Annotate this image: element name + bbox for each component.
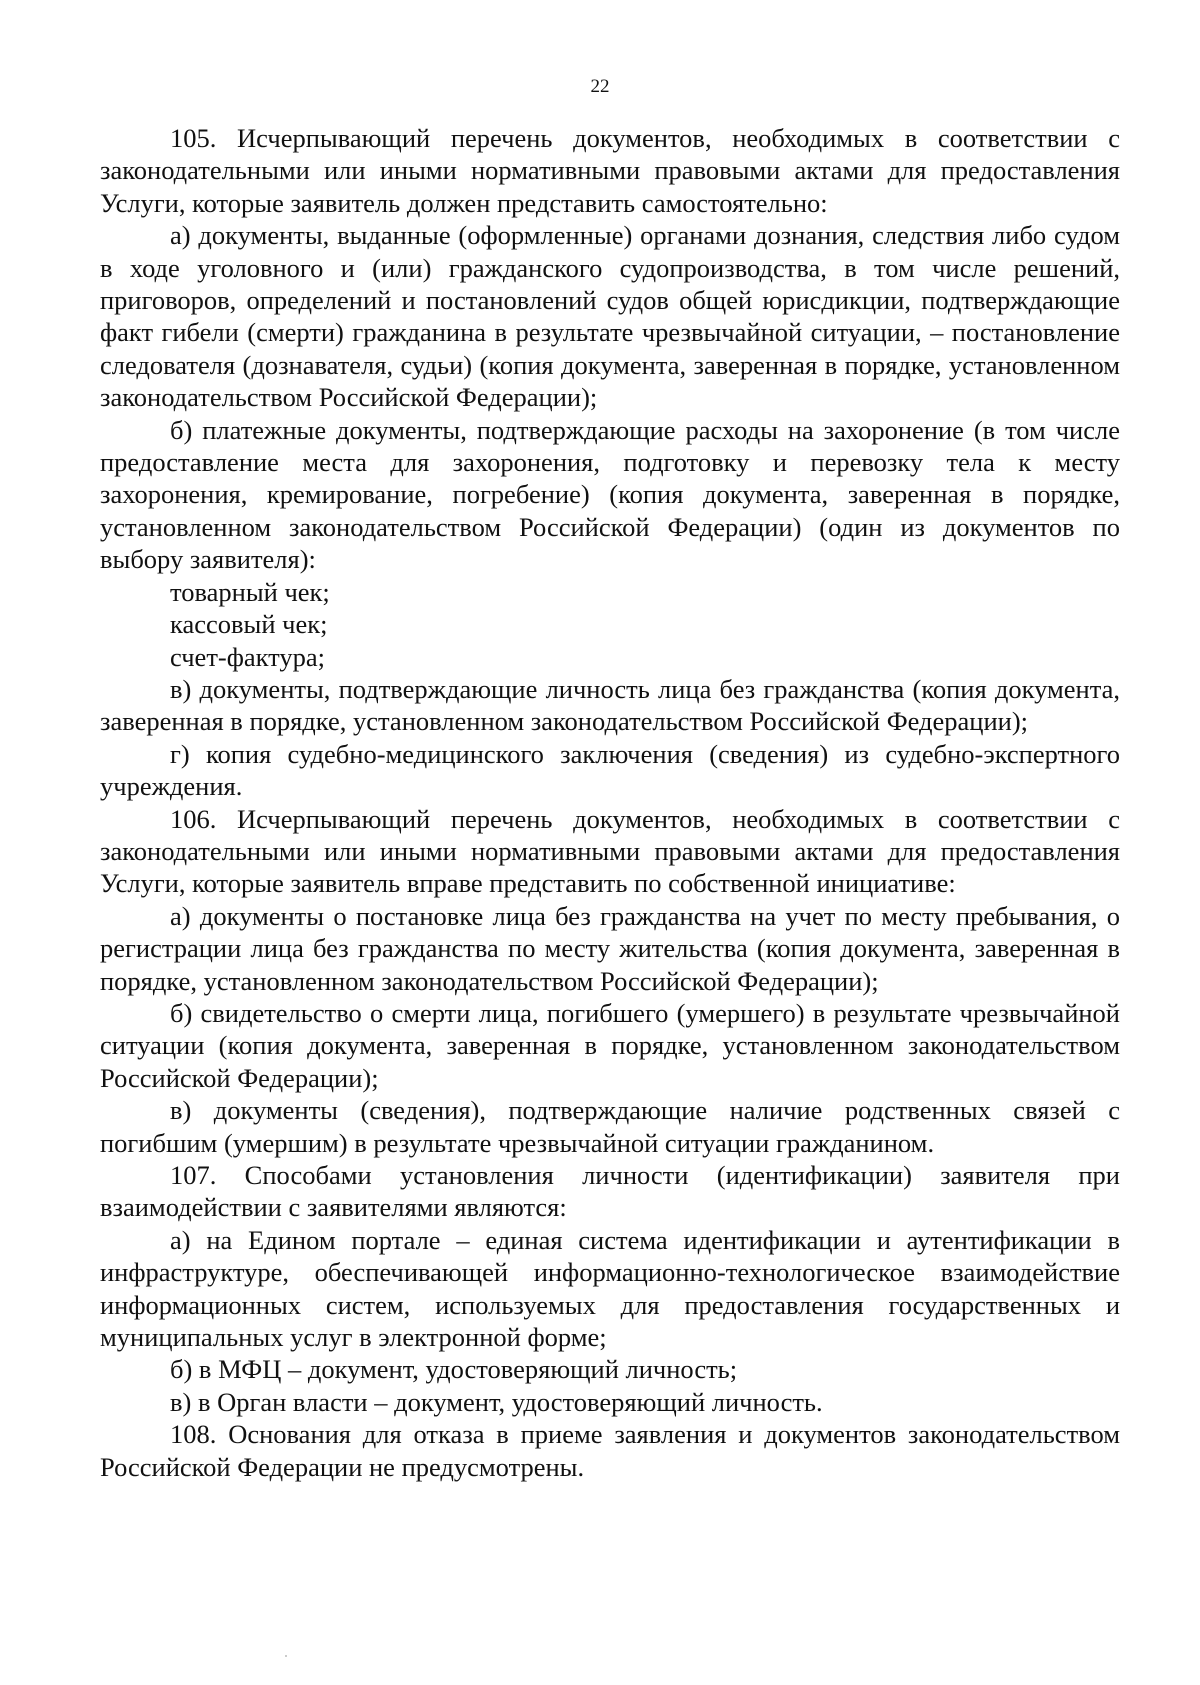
paragraph-105-v: в) документы, подтверждающие личность лица без гражданства (копия документа, заверенная в порядке, установленном законодательством Российской Федерации); — [100, 673, 1120, 737]
paragraph-105-a: а) документы, выданные (оформленные) органами дознания, следствия либо судом в ходе уголовного и (или) гражданского судопроизводства, в том числе решений, приговоров, определений и постановлений судов общей юрисдикции, подтверждающие факт гибели (смерти) гражданина в результате чрезвычайной ситуации, – постановление следователя (дознавателя, судьи) (копия документа, заверенная в порядке, установленном законодательством Российской Федерации); — [100, 220, 1120, 413]
paragraph-105-b: б) платежные документы, подтверждающие расходы на захоронение (в том числе предоставление места для захоронения, подготовку и перевозку тела к месту захоронения, кремирование, погребение) (копия документа, заверенная в порядке, установленном законодательством Российской Федерации) (один из документов по выбору заявителя): — [100, 414, 1120, 575]
list-item: счет-фактура; — [170, 641, 326, 672]
paragraph-106-a: а) документы о постановке лица без гражданства на учет по месту пребывания, о регистрации лица без гражданства по месту жительства (копия документа, заверенная в порядке, установленном законодательством Российской Федерации); — [100, 900, 1120, 996]
list-item: кассовый чек; — [170, 609, 328, 640]
scan-speck — [285, 1655, 287, 1657]
paragraph-106: 106. Исчерпывающий перечень документов, необходимых в соответствии с законодательными или иными нормативными правовыми актами для предоставления Услуги, которые заявитель вправе представить по собственной инициативе: — [100, 803, 1120, 899]
paragraph-107-a: а) на Едином портале – единая система идентификации и аутентификации в инфраструктуре, обеспечивающей информационно-технологическое взаимодействие информационных систем, используемых для предоставления государственных и муниципальных услуг в электронной форме; — [100, 1224, 1120, 1353]
paragraph-108: 108. Основания для отказа в приеме заявления и документов законодательством Российской Федерации не предусмотрены. — [100, 1419, 1120, 1482]
page-number: 22 — [590, 76, 610, 97]
paragraph-106-b: б) свидетельство о смерти лица, погибшего (умершего) в результате чрезвычайной ситуации (копия документа, заверенная в порядке, установленном законодательством Российской Федерации); — [100, 997, 1120, 1093]
list-item: товарный чек; — [170, 576, 330, 607]
document-body — [100, 122, 1120, 1483]
paragraph-105-g: г) копия судебно-медицинского заключения (сведения) из судебно-экспертного учреждения. — [100, 738, 1120, 802]
paragraph-106-v: в) документы (сведения), подтверждающие наличие родственных связей с погибшим (умершим) в результате чрезвычайной ситуации гражданином. — [100, 1095, 1120, 1158]
paragraph-107-v: в) в Орган власти – документ, удостоверяющий личность. — [170, 1386, 823, 1417]
paragraph-107: 107. Способами установления личности (идентификации) заявителя при взаимодействии с заявителями являются: — [100, 1160, 1120, 1223]
paragraph-105: 105. Исчерпывающий перечень документов, необходимых в соответствии с законодательными или иными нормативными правовыми актами для предоставления Услуги, которые заявитель должен представить самостоятельно: — [100, 123, 1120, 218]
paragraph-107-b: б) в МФЦ – документ, удостоверяющий личность; — [170, 1354, 738, 1385]
